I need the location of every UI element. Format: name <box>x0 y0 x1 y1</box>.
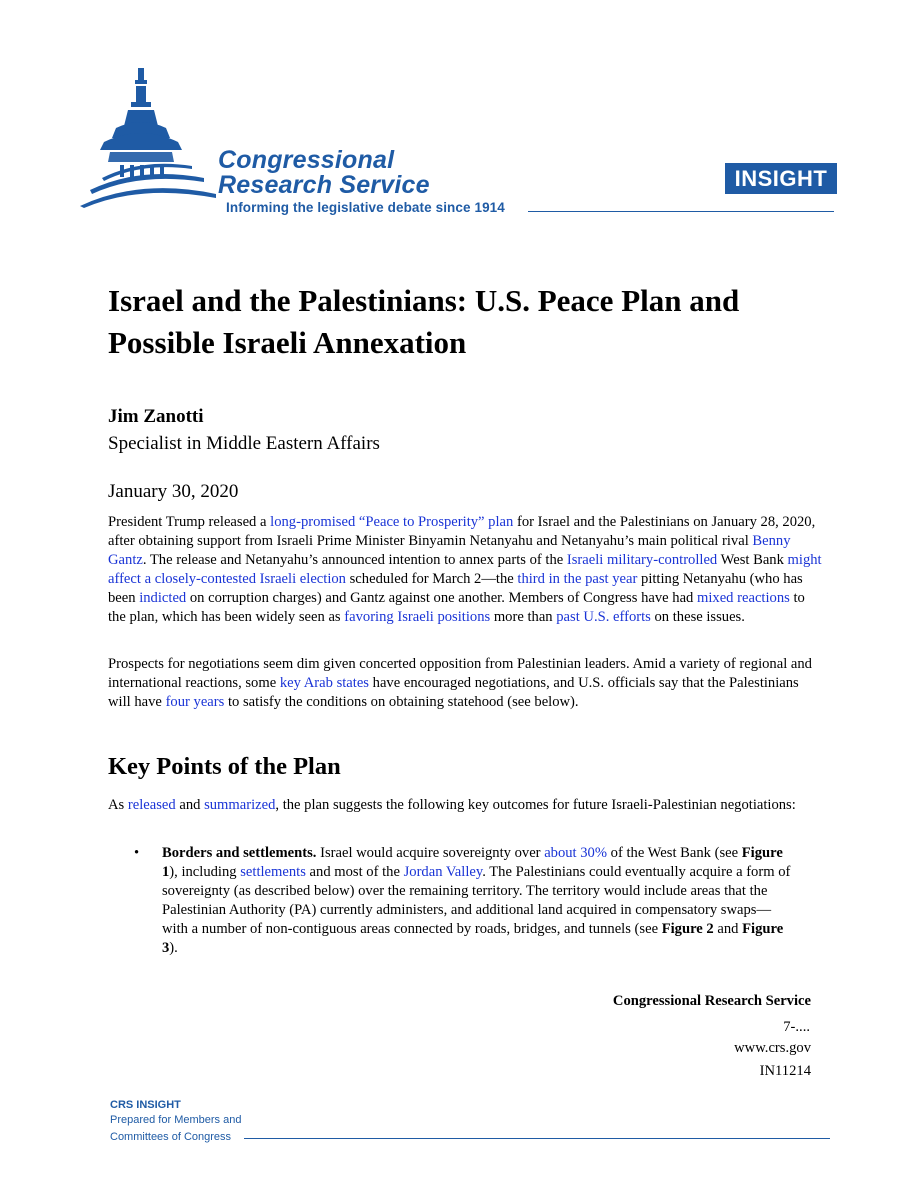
bold-text: Borders and settlements. <box>162 845 317 861</box>
text-run: As <box>108 797 128 813</box>
text-run: and <box>713 921 743 937</box>
capitol-dome-logo <box>80 66 220 216</box>
text-run: for Israel and the Palestinians on January 28, 2020, after obtaining support from Israeli Prime Minister Binyamin Netanyahu and Netanyahu’s main political rival <box>108 514 816 549</box>
text-run: ). <box>169 940 178 956</box>
inline-link[interactable]: settlements <box>240 864 306 880</box>
list-item <box>134 844 794 958</box>
text-run: on corruption charges) and Gantz against one another. Members of Congress have had <box>186 590 697 606</box>
bold-text: Figure 2 <box>661 921 714 937</box>
text-run: ), including <box>169 864 241 880</box>
insight-footer-label: CRS INSIGHT <box>110 1099 181 1111</box>
text-run: and most of the <box>305 864 404 880</box>
inline-link[interactable]: long-promised “Peace to Prosperity” plan <box>270 514 514 530</box>
inline-link[interactable]: indicted <box>139 590 187 606</box>
body-paragraph-1 <box>108 513 823 627</box>
text-run: on these issues. <box>650 609 745 625</box>
bullet-icon: • <box>134 845 140 861</box>
inline-link[interactable]: past U.S. efforts <box>556 609 651 625</box>
inline-link[interactable]: summarized <box>204 797 276 813</box>
text-run: more than <box>490 609 557 625</box>
text-run: President Trump released a <box>108 514 271 530</box>
text-run: . The Palestinians could eventually acquire a form of sovereignty (as described below) over the remaining territory. The territory would include areas that the Palestinian Authority (PA) currently administers, and additional land acquired in compensatory swaps—with a number of non-contiguous areas connected by roads, bridges, and tunnels (see <box>162 864 791 937</box>
text-run: and <box>175 797 205 813</box>
report-date: January 30, 2020 <box>108 481 239 502</box>
bullet-text <box>162 845 790 956</box>
text-run: pitting Netanyahu (who has been <box>108 571 803 606</box>
footer-code: 7-.... <box>783 1019 810 1035</box>
bold-text: Figure 1 <box>162 845 783 880</box>
inline-link[interactable]: key Arab states <box>279 675 369 691</box>
body-paragraph-3 <box>108 796 823 815</box>
inline-link[interactable]: Israeli military-controlled <box>566 552 718 568</box>
text-run: to satisfy the conditions on obtaining statehood (see below). <box>224 694 579 710</box>
inline-link[interactable]: might affect a closely-contested Israeli election <box>108 552 822 587</box>
footer-report-id: IN11214 <box>759 1063 811 1079</box>
bold-text: Figure 3 <box>162 921 784 956</box>
author-name: Jim Zanotti <box>108 406 204 427</box>
inline-link[interactable]: Jordan Valley <box>403 864 483 880</box>
org-name-line-2: Research Service <box>218 171 430 199</box>
text-run: West Bank <box>717 552 788 568</box>
text-run: Prospects for negotiations seem dim given concerted opposition from Palestinian leaders. Amid a variety of regional and international reactions, some <box>108 656 812 691</box>
text-run: , the plan suggests the following key outcomes for future Israeli-Palestinian negotiations: <box>275 797 796 813</box>
insight-badge: INSIGHT <box>725 163 837 194</box>
body-paragraph-2 <box>108 655 823 712</box>
inline-link[interactable]: third in the past year <box>517 571 638 587</box>
org-name-line-1: Congressional <box>218 146 395 174</box>
text-run: Israel would acquire sovereignty over <box>316 845 545 861</box>
inline-link[interactable]: four years <box>165 694 225 710</box>
org-tagline: Informing the legislative debate since 1914 <box>226 200 505 215</box>
header-divider <box>528 211 834 212</box>
footer-divider <box>244 1138 830 1139</box>
text-run: have encouraged negotiations, and U.S. officials say that the Palestinians will have <box>108 675 799 710</box>
text-run: to the plan, which has been widely seen as <box>108 590 805 625</box>
footer-url[interactable]: www.crs.gov <box>734 1040 811 1056</box>
inline-link[interactable]: released <box>127 797 176 813</box>
text-run: . The release and Netanyahu’s announced intention to annex parts of the <box>142 552 567 568</box>
key-points-list <box>134 844 794 958</box>
footer-org: Congressional Research Service <box>612 993 811 1009</box>
insight-footer-line-2: Committees of Congress <box>110 1131 232 1143</box>
inline-link[interactable]: mixed reactions <box>697 590 790 606</box>
section-heading: Key Points of the Plan <box>108 753 341 780</box>
inline-link[interactable]: favoring Israeli positions <box>344 609 491 625</box>
author-title: Specialist in Middle Eastern Affairs <box>108 433 380 454</box>
page-title: Israel and the Palestinians: U.S. Peace Plan and Possible Israeli Annexation <box>108 283 740 360</box>
insight-footer-line-1: Prepared for Members and <box>110 1114 242 1126</box>
inline-link[interactable]: about 30% <box>544 845 608 861</box>
text-run: of the West Bank (see <box>607 845 742 861</box>
text-run: scheduled for March 2—the <box>345 571 518 587</box>
inline-link[interactable]: Benny Gantz <box>108 533 791 568</box>
